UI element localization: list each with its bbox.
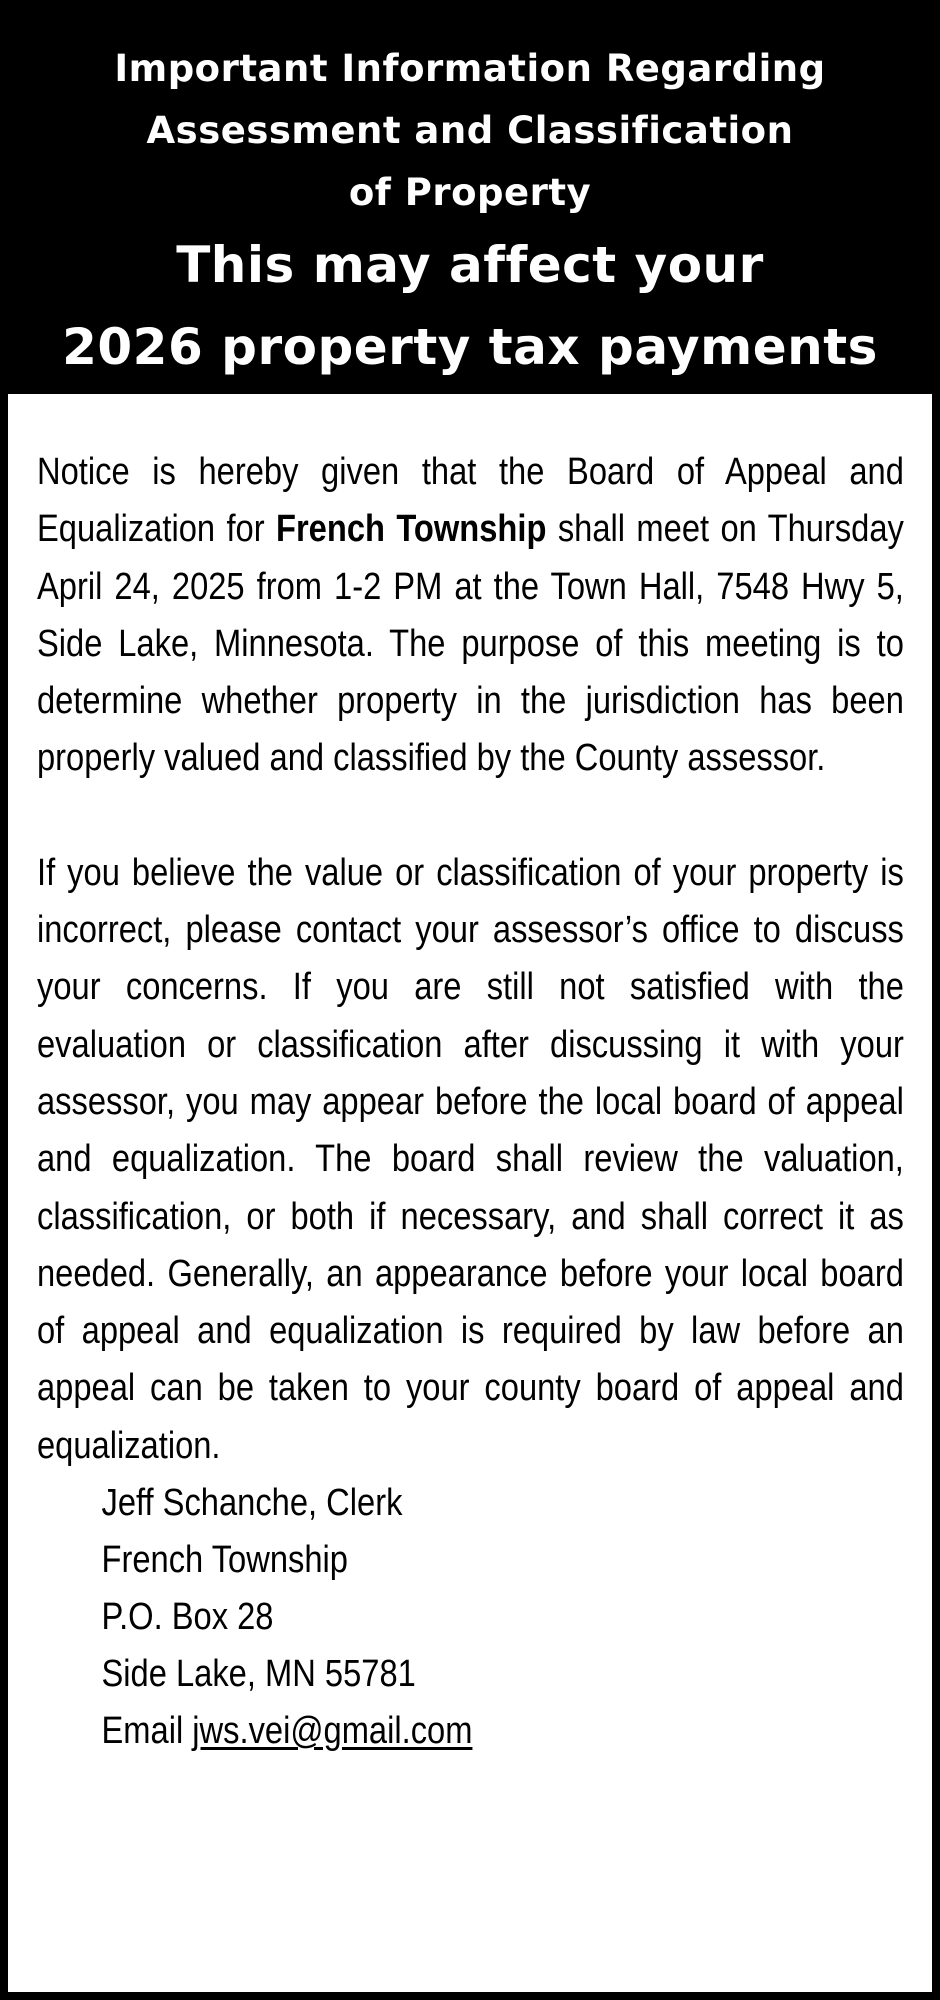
meeting-text-end: shall meet on Thursday April 24, 2025 from 1-2 PM at the Town Hall, 7548 Hwy 5, Side Lake, Minnesota. The purpose of this meeting is to determine whether property in the jurisdiction has been properly valued and classified by the County assessor. (37, 508, 904, 780)
title-line-2: Assessment and Classification (146, 109, 794, 152)
signature-block (37, 1475, 782, 1760)
email-link[interactable]: jws.vei@gmail.com (192, 1710, 473, 1753)
clerk-name: Jeff Schanche, Clerk (101, 1482, 403, 1525)
email-label: Email (101, 1710, 193, 1753)
notice-header (8, 8, 932, 394)
organization-name: French Township (101, 1539, 348, 1582)
notice-body (8, 394, 932, 1760)
title-line-3: of Property (348, 171, 592, 214)
subtitle-line-2: 2026 property tax payments (62, 318, 878, 376)
notice-title (8, 38, 932, 224)
appeal-paragraph: If you believe the value or classification of your property is incorrect, please contact your assessor’s office to discuss your concerns. If you are still not satisfied with the evaluation or classification after discussing it with your assessor, you may appear before the local board of appeal and equalization. The board shall review the valuation, classification, or both if necessary, and shall correct it as needed. Generally, an appearance before your local board of appeal and equalization is required by law before an appeal can be taken to your county board of appeal and equalization. (37, 851, 904, 1467)
subtitle-line-1: This may affect your (176, 236, 764, 294)
title-line-1: Important Information Regarding (114, 47, 826, 90)
email-line (102, 1703, 782, 1760)
meeting-text-start: Notice is hereby given that the Board of Appeal and Equalization for (37, 451, 904, 551)
po-box: P.O. Box 28 (101, 1596, 274, 1639)
city-state-zip: Side Lake, MN 55781 (101, 1653, 416, 1696)
township-name: French Township (275, 508, 547, 551)
meeting-paragraph (37, 444, 904, 788)
notice-subtitle (8, 224, 932, 388)
